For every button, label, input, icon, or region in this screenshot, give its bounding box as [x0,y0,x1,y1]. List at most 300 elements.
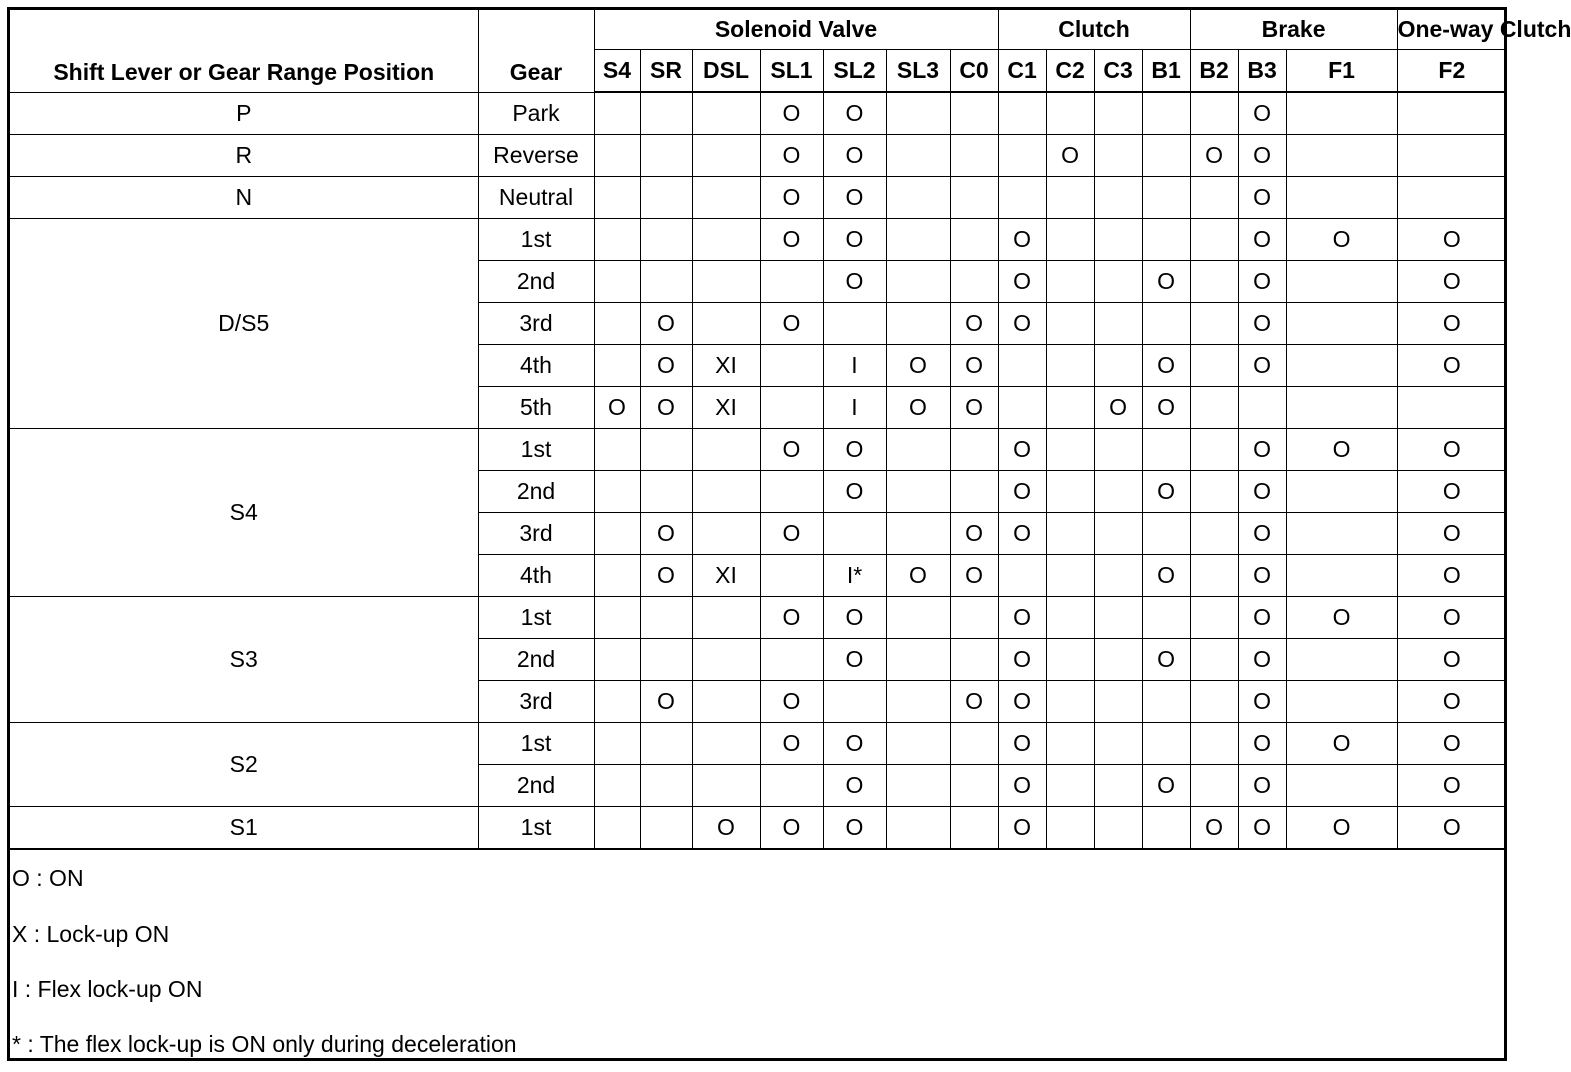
status-cell [1094,177,1142,219]
range-position-cell: P [10,92,478,135]
status-cell: O [640,681,692,723]
status-cell [594,513,640,555]
status-cell [1094,597,1142,639]
status-cell: O [1397,765,1506,807]
status-cell [1286,555,1397,597]
status-cell: O [760,303,823,345]
status-cell [1142,807,1190,850]
status-cell: O [950,555,998,597]
status-cell [998,177,1046,219]
table-row [10,177,1506,219]
status-cell [1142,177,1190,219]
status-cell: O [886,555,950,597]
status-cell [1046,639,1094,681]
status-cell: O [1238,303,1286,345]
gear-cell: 1st [478,597,594,639]
status-cell: O [950,345,998,387]
status-cell: O [823,429,886,471]
status-cell [1190,471,1238,513]
status-cell [594,723,640,765]
status-cell: O [1238,345,1286,387]
status-cell: O [998,513,1046,555]
gear-cell: 2nd [478,765,594,807]
status-cell [640,471,692,513]
operation-chart [7,7,1571,1061]
status-cell [1190,429,1238,471]
status-cell [594,471,640,513]
gear-cell: Neutral [478,177,594,219]
status-cell [1286,135,1397,177]
status-cell: O [998,303,1046,345]
status-cell: O [1046,135,1094,177]
status-cell: O [998,681,1046,723]
status-cell [1190,555,1238,597]
status-cell [760,765,823,807]
status-cell [998,92,1046,135]
status-cell: O [760,807,823,850]
status-cell [1142,219,1190,261]
status-cell: O [1238,681,1286,723]
status-cell [950,807,998,850]
status-cell [1190,513,1238,555]
status-cell [1046,261,1094,303]
status-cell [886,807,950,850]
gear-cell: 3rd [478,681,594,723]
status-cell: O [640,345,692,387]
status-cell [1046,345,1094,387]
status-cell [1094,513,1142,555]
status-cell [640,639,692,681]
status-cell: O [1238,219,1286,261]
status-cell [1094,303,1142,345]
group-header: Clutch [998,10,1190,50]
status-cell [1094,807,1142,850]
status-cell: O [823,723,886,765]
status-cell [950,597,998,639]
status-cell [760,471,823,513]
status-cell [640,807,692,850]
status-cell [1094,92,1142,135]
range-position-cell: N [10,177,478,219]
status-cell [1094,261,1142,303]
column-header: C1 [998,50,1046,93]
status-cell [692,471,760,513]
column-header: S4 [594,50,640,93]
status-cell [886,513,950,555]
status-cell [886,177,950,219]
status-cell [594,177,640,219]
gear-header: Gear [478,10,594,92]
status-cell [886,135,950,177]
status-cell [1046,555,1094,597]
status-cell [998,135,1046,177]
status-cell: O [1238,597,1286,639]
status-cell: O [640,555,692,597]
status-cell [594,261,640,303]
status-cell [594,681,640,723]
status-cell [1286,261,1397,303]
status-cell [950,219,998,261]
status-cell: XI [692,345,760,387]
status-cell [640,597,692,639]
status-cell: I* [823,555,886,597]
status-cell: O [1238,92,1286,135]
table-row [10,429,1506,471]
status-cell [692,513,760,555]
status-cell: O [823,807,886,850]
gear-cell: 1st [478,807,594,850]
status-cell [1142,429,1190,471]
status-cell: O [998,765,1046,807]
status-cell [886,303,950,345]
status-cell [1046,471,1094,513]
status-cell: O [760,135,823,177]
status-cell: O [760,681,823,723]
status-cell [886,261,950,303]
status-cell: O [1397,303,1506,345]
status-cell: O [1238,135,1286,177]
status-cell: O [886,345,950,387]
status-cell: O [1238,177,1286,219]
status-cell [823,303,886,345]
status-cell: O [760,219,823,261]
status-cell [1286,681,1397,723]
status-cell [760,387,823,429]
range-position-cell: D/S5 [10,219,478,429]
legend-item: X : Lock-up ON [12,921,170,947]
status-cell [692,135,760,177]
status-cell [1094,429,1142,471]
status-cell: O [998,639,1046,681]
range-position-cell: S1 [10,807,478,850]
status-cell [1046,429,1094,471]
status-cell [760,639,823,681]
status-cell [1190,681,1238,723]
status-cell [1094,135,1142,177]
status-cell [950,429,998,471]
status-cell [1286,471,1397,513]
status-cell [950,92,998,135]
status-cell [640,723,692,765]
table-row [10,135,1506,177]
status-cell [1190,723,1238,765]
status-cell [1190,261,1238,303]
status-cell [1046,219,1094,261]
status-cell: O [823,92,886,135]
status-cell: O [1238,261,1286,303]
status-cell [1046,92,1094,135]
status-cell: O [998,471,1046,513]
status-cell [1190,177,1238,219]
status-cell: O [1238,765,1286,807]
status-cell: O [950,303,998,345]
status-cell [1286,387,1397,429]
status-cell [998,387,1046,429]
status-cell [1286,345,1397,387]
status-cell [1046,807,1094,850]
status-cell [1286,639,1397,681]
status-cell [692,597,760,639]
status-cell [1190,219,1238,261]
gear-cell: 1st [478,219,594,261]
status-cell [886,765,950,807]
status-cell [950,135,998,177]
status-cell [1190,303,1238,345]
range-position-cell: S2 [10,723,478,807]
status-cell: O [594,387,640,429]
status-cell [1238,387,1286,429]
status-cell [760,555,823,597]
status-cell: O [823,471,886,513]
status-cell [1046,513,1094,555]
status-cell: O [640,513,692,555]
status-cell: O [1397,261,1506,303]
status-cell: O [1397,345,1506,387]
gear-cell: 1st [478,723,594,765]
gear-cell: 3rd [478,303,594,345]
status-cell: O [1094,387,1142,429]
status-cell: O [1142,639,1190,681]
status-cell [886,681,950,723]
range-position-cell: R [10,135,478,177]
table-row [10,219,1506,261]
status-cell [1286,303,1397,345]
status-cell [1046,177,1094,219]
status-cell [1397,92,1506,135]
status-cell [1142,681,1190,723]
status-cell: O [1238,807,1286,850]
status-cell [594,219,640,261]
status-cell: O [1190,807,1238,850]
status-cell [950,177,998,219]
status-cell [1397,177,1506,219]
gear-cell: Reverse [478,135,594,177]
status-cell [692,219,760,261]
legend-item: I : Flex lock-up ON [12,976,203,1002]
status-cell [886,471,950,513]
column-header: C3 [1094,50,1142,93]
status-cell [640,765,692,807]
group-header: One-way Clutch [1397,10,1506,50]
status-cell [1046,597,1094,639]
status-cell: O [1142,765,1190,807]
status-cell: O [692,807,760,850]
status-cell: O [1142,345,1190,387]
status-cell [1094,681,1142,723]
status-cell [1046,303,1094,345]
status-cell: O [823,597,886,639]
status-cell [1190,345,1238,387]
status-cell [1286,765,1397,807]
status-cell [886,219,950,261]
status-cell [594,555,640,597]
status-cell: O [1238,471,1286,513]
status-cell: O [760,723,823,765]
status-cell [1094,471,1142,513]
status-cell [594,92,640,135]
status-cell: O [998,597,1046,639]
status-cell: I [823,387,886,429]
status-cell [640,261,692,303]
status-cell: XI [692,555,760,597]
status-cell: O [1286,219,1397,261]
status-cell: O [823,639,886,681]
status-cell [640,219,692,261]
status-cell: O [1397,429,1506,471]
column-header: C0 [950,50,998,93]
status-cell: O [640,303,692,345]
status-cell [594,807,640,850]
status-cell [594,597,640,639]
table-row [10,597,1506,639]
status-cell [1397,387,1506,429]
status-cell [1190,92,1238,135]
status-cell [692,177,760,219]
status-cell [692,303,760,345]
column-header: SL1 [760,50,823,93]
status-cell [886,597,950,639]
status-cell [950,261,998,303]
gear-cell: 2nd [478,261,594,303]
status-cell [1142,513,1190,555]
gear-cell: 4th [478,555,594,597]
status-cell: O [823,765,886,807]
status-cell [594,303,640,345]
status-cell [1142,135,1190,177]
status-cell [640,92,692,135]
status-cell [950,723,998,765]
status-cell: O [886,387,950,429]
status-cell: I [823,345,886,387]
status-cell: O [1397,807,1506,850]
status-cell [1286,92,1397,135]
clutch-operation-table [10,10,1571,850]
column-header: F1 [1286,50,1397,93]
status-cell [640,177,692,219]
status-cell [1190,765,1238,807]
status-cell [1094,639,1142,681]
table-row [10,723,1506,765]
status-cell: O [998,807,1046,850]
status-cell: O [950,387,998,429]
status-cell [950,765,998,807]
status-cell: O [1142,471,1190,513]
status-cell [1046,765,1094,807]
status-cell [998,345,1046,387]
status-cell: O [1238,513,1286,555]
status-cell: O [1397,597,1506,639]
status-cell: O [1142,555,1190,597]
status-cell: O [1397,219,1506,261]
status-cell: O [1397,513,1506,555]
status-cell: O [998,429,1046,471]
status-cell [1397,135,1506,177]
status-cell [640,135,692,177]
status-cell [692,765,760,807]
status-cell [950,639,998,681]
status-cell: O [823,135,886,177]
status-cell [692,429,760,471]
table-row [10,807,1506,850]
status-cell [594,345,640,387]
gear-cell: 3rd [478,513,594,555]
status-cell: O [950,513,998,555]
status-cell: O [760,177,823,219]
column-header: SL2 [823,50,886,93]
status-cell [1046,723,1094,765]
status-cell: O [760,597,823,639]
range-position-cell: S4 [10,429,478,597]
column-header: C2 [1046,50,1094,93]
gear-cell: 2nd [478,471,594,513]
status-cell [823,681,886,723]
status-cell [823,513,886,555]
column-header: SL3 [886,50,950,93]
status-cell [692,723,760,765]
status-cell: O [1397,639,1506,681]
status-cell: O [823,177,886,219]
status-cell [886,92,950,135]
status-cell: O [760,513,823,555]
status-cell: O [1142,261,1190,303]
status-cell: O [1286,597,1397,639]
status-cell: O [823,261,886,303]
status-cell: O [823,219,886,261]
status-cell [594,429,640,471]
status-cell [692,681,760,723]
status-cell [1286,177,1397,219]
column-header: F2 [1397,50,1506,93]
status-cell: O [1238,555,1286,597]
status-cell [998,555,1046,597]
status-cell [760,261,823,303]
status-cell [950,471,998,513]
column-header: B3 [1238,50,1286,93]
position-header: Shift Lever or Gear Range Position [10,10,478,92]
status-cell: O [1286,807,1397,850]
range-position-cell: S3 [10,597,478,723]
status-cell [760,345,823,387]
gear-cell: 2nd [478,639,594,681]
status-cell [1094,345,1142,387]
status-cell [1094,723,1142,765]
status-cell [886,429,950,471]
status-cell: O [1190,135,1238,177]
column-header: SR [640,50,692,93]
status-cell [1046,681,1094,723]
status-cell: O [1397,471,1506,513]
status-cell: O [760,429,823,471]
status-cell [1094,555,1142,597]
legend-item: O : ON [12,865,84,891]
legend-item: * : The flex lock-up is ON only during deceleration [12,1031,517,1057]
gear-cell: 5th [478,387,594,429]
status-cell: O [1397,555,1506,597]
group-header: Solenoid Valve [594,10,998,50]
status-cell [886,723,950,765]
status-cell: O [998,261,1046,303]
status-cell: O [1238,429,1286,471]
status-cell [886,639,950,681]
gear-cell: Park [478,92,594,135]
status-cell [692,261,760,303]
status-cell [1142,92,1190,135]
status-cell [594,135,640,177]
status-cell [1190,597,1238,639]
status-cell: O [1397,723,1506,765]
status-cell: O [1397,681,1506,723]
status-cell [640,429,692,471]
